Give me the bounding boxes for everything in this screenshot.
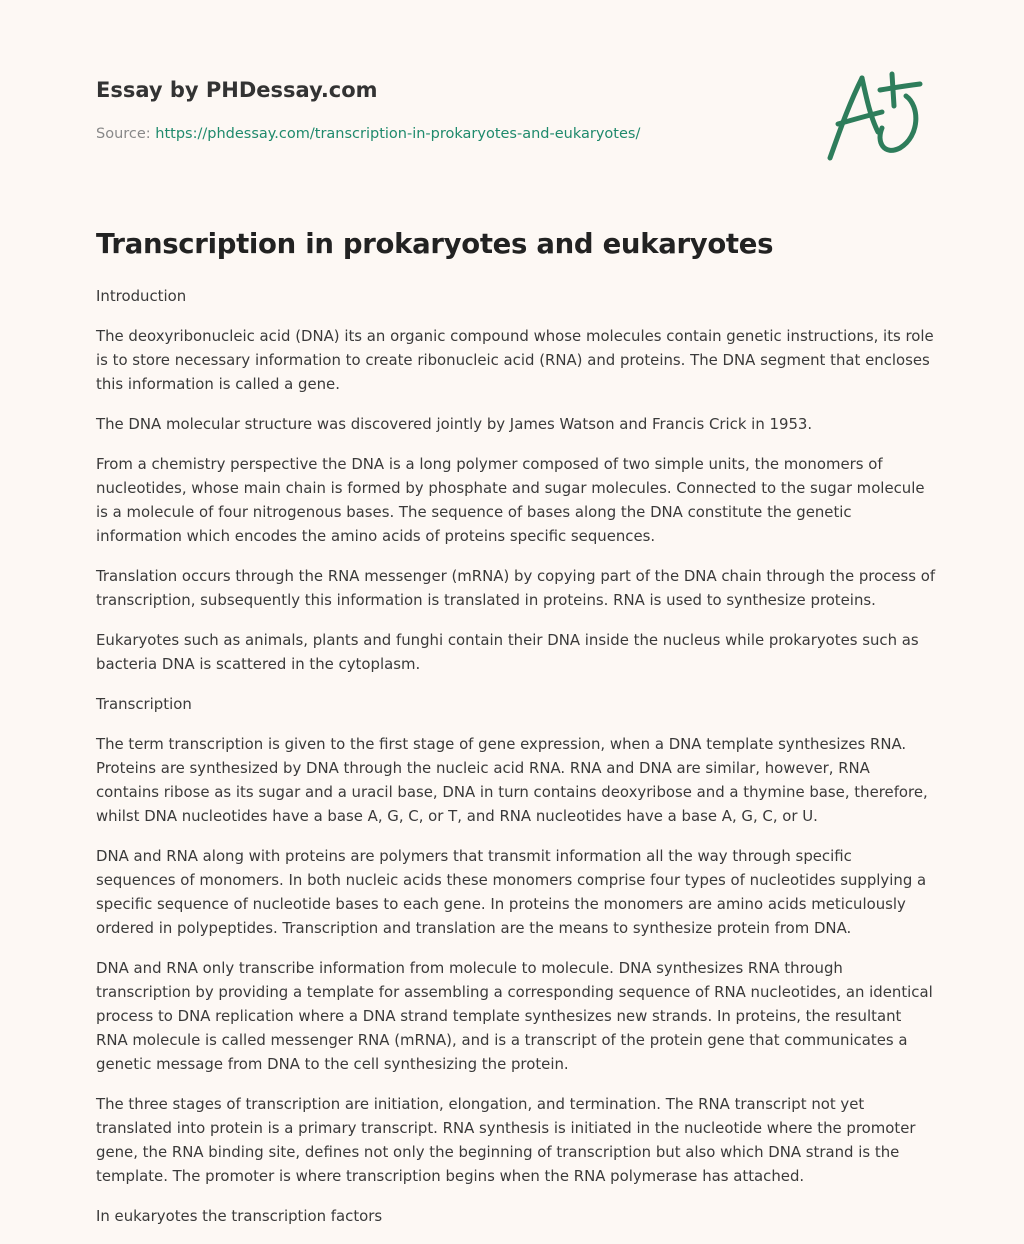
- essay-header: [96, 76, 796, 144]
- source-label: Source:: [96, 126, 156, 142]
- essay-paragraph: Translation occurs through the RNA messenger (mRNA) by copying part of the DNA chain through the process of transcription, subsequently this information is translated in proteins. RNA is used to synthesize proteins.: [96, 567, 936, 609]
- essay-paragraph: The three stages of transcription are initiation, elongation, and termination. The RNA transcript not yet translated into protein is a primary transcript. RNA synthesis is initiated in the nucleotide where the promoter gene, the RNA binding site, defines not only the beginning of transcription but also which DNA strand is the template. The promoter is where transcription begins when the RNA polymerase has attached.: [96, 1095, 916, 1185]
- essay-paragraph: DNA and RNA along with proteins are polymers that transmit information all the way through specific sequences of monomers. In both nucleic acids these monomers comprise four types of nucleotides supplying a specific sequence of nucleotide bases to each gene. In proteins the monomers are amino acids meticulously ordered in polypeptides. Transcription and translation are the means to synthesize protein from DNA.: [96, 847, 927, 937]
- essay-paragraph: The term transcription is given to the first stage of gene expression, when a DNA template synthesizes RNA. Proteins are synthesized by DNA through the nucleic acid RNA. RNA and DNA are similar, however, RNA contains ribose as its sugar and a uracil base, DNA in turn contains deoxyribose and a thymine base, therefore, whilst DNA nucleotides have a base A, G, C, or T, and RNA nucleotides have a base A, G, C, or U.: [96, 735, 928, 825]
- essay-paragraph: Eukaryotes such as animals, plants and funghi contain their DNA inside the nucleus while prokaryotes such as bacteria DNA is scattered in the cytoplasm.: [96, 631, 919, 673]
- essay-paragraph: From a chemistry perspective the DNA is a long polymer composed of two simple units, the monomers of nucleotides, whose main chain is formed by phosphate and sugar molecules. Connected to the sugar molecule is a molecule of four nitrogenous bases. The sequence of bases along the DNA constitute the genetic information which encodes the amino acids of proteins specific sequences.: [96, 455, 925, 545]
- essay-paragraph: Transcription: [96, 695, 192, 713]
- essay-title: Transcription in prokaryotes and eukaryotes: [96, 228, 774, 260]
- essay-paragraph: Introduction: [96, 287, 187, 305]
- essay-paragraph: In eukaryotes the transcription factors: [96, 1207, 383, 1225]
- source-link[interactable]: https://phdessay.com/transcription-in-prokaryotes-and-eukaryotes/: [155, 126, 641, 142]
- site-title: Essay by PHDessay.com: [96, 78, 378, 102]
- source-line: [96, 124, 796, 144]
- essay-paragraph: The DNA molecular structure was discovered jointly by James Watson and Francis Crick in 1953.: [96, 415, 813, 433]
- essay-content: [96, 226, 936, 1244]
- a-plus-logo-icon: [820, 66, 930, 166]
- essay-paragraph: The deoxyribonucleic acid (DNA) its an organic compound whose molecules contain genetic instructions, its role is to store necessary information to create ribonucleic acid (RNA) and proteins. The DNA segment that encloses this information is called a gene.: [96, 327, 934, 393]
- essay-paragraph: DNA and RNA only transcribe information from molecule to molecule. DNA synthesizes RNA through transcription by providing a template for assembling a corresponding sequence of RNA nucleotides, an identical process to DNA replication where a DNA strand template synthesizes new strands. In proteins, the resultant RNA molecule is called messenger RNA (mRNA), and is a transcript of the protein gene that communicates a genetic message from DNA to the cell synthesizing the protein.: [96, 959, 933, 1073]
